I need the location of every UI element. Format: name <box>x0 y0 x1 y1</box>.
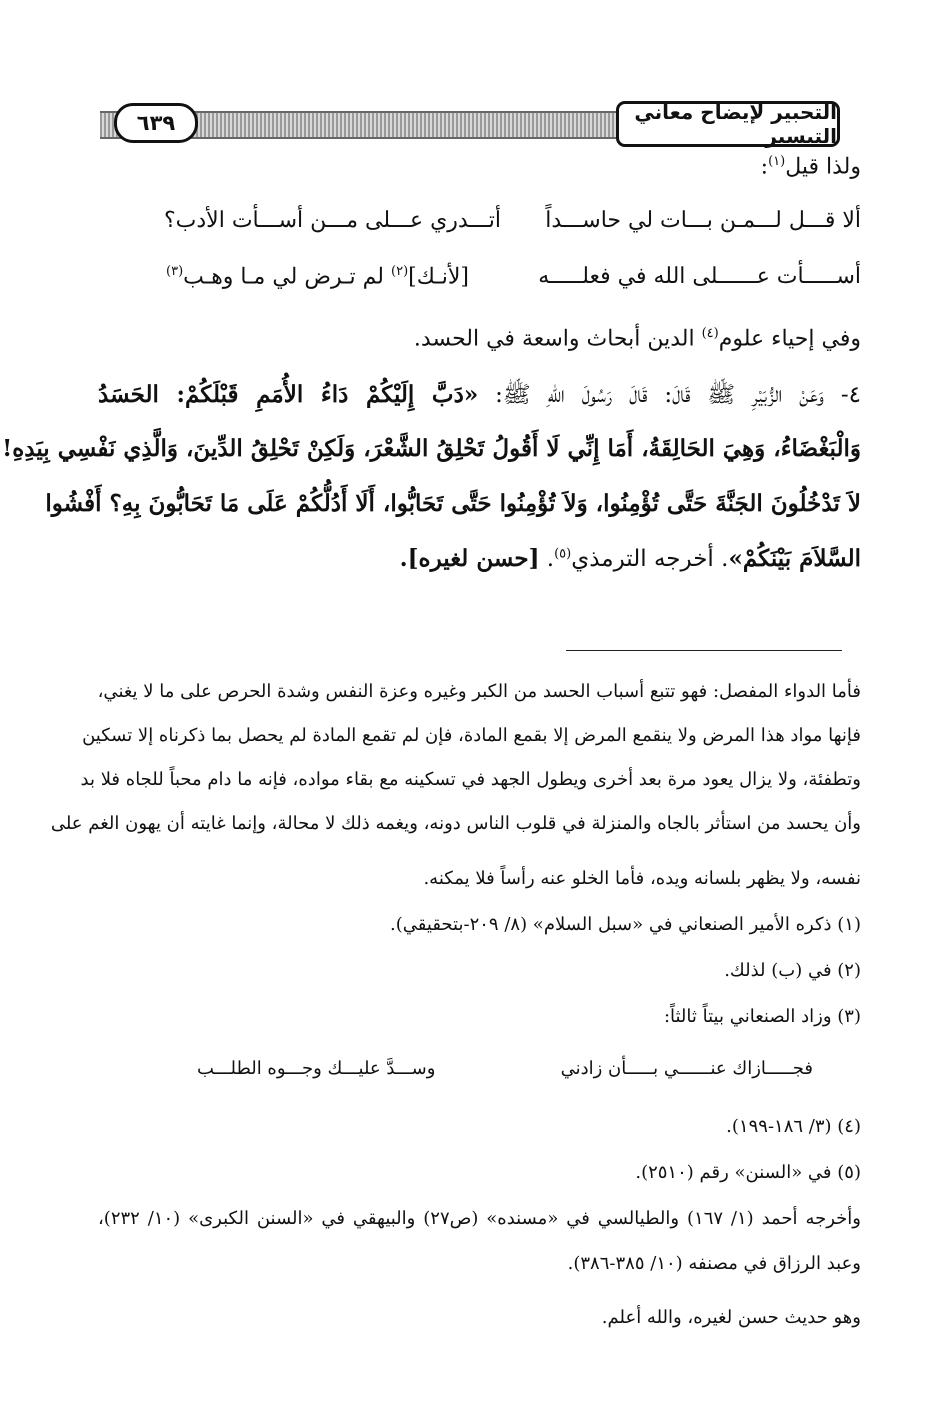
footnote-continuation-line-1: فأما الدواء المفصل: فهو تتبع أسباب الحسد من الكبر وغيره وعزة النفس وشدة الحرص على ما لا يغني، <box>97 681 861 702</box>
hadith-line-4 <box>400 545 861 572</box>
footnote-continuation-line-5: نفسه، ولا يظهر بلسانه ويده، فأما الخلو عنه رأساً فلا يمكنه. <box>423 868 861 889</box>
footnote-5-extra-line-1: وأخرجه أحمد (١/ ١٦٧) والطيالسي في «مسنده» (ص٢٧) والبيهقي في «السنن الكبرى» (١٠/ ٢٣٢)، <box>98 1208 861 1229</box>
intro-colon: : <box>760 154 769 180</box>
verse1-hemistich-right: ألا قـــل لـــمـن بـــات لي حاســـداً <box>545 208 861 233</box>
hadith-matn-end: السَّلاَمَ بَيْنَكُمْ» <box>728 545 861 572</box>
verse2-hemistich-left <box>166 264 469 289</box>
footnote-1: (١) ذكره الأمير الصنعاني في «سبل السلام» (٨/ ٢٠٩-بتحقيقي). <box>390 914 861 935</box>
hadith-line-2: وَالْبَغْضَاءُ، وَهِيَ الحَالِقَةُ، أَمَا إِنِّي لَا أَقُولُ تَحْلِقُ الشَّعْرَ، وَلَكِنْ تَحْلِقُ الدِّينَ، وَالَّذِي نَفْسِي بِيَدِهِ! <box>2 435 861 462</box>
footnote-ref-5: (٥) <box>554 546 572 562</box>
footnote-ref-1: (١) <box>768 154 786 169</box>
footnote-2: (٢) في (ب) لذلك. <box>724 960 861 981</box>
footnote-5: (٥) في «السنن» رقم (٢٥١٠). <box>635 1162 861 1183</box>
verse2-bracket-word: [لأنـك] <box>408 264 469 290</box>
hadith-grade: [حسن لغيره]. <box>399 545 540 572</box>
footnote-3: (٣) وزاد الصنعاني بيتاً ثالثاً: <box>663 1006 861 1027</box>
footnote-3-verse-left: وســـدَّ عليـــك وجـــوه الطلـــب <box>197 1058 436 1079</box>
hadith-source: . أخرجه الترمذي <box>571 546 729 572</box>
book-title: التحبير لإيضاح معاني التيسير <box>616 101 840 147</box>
footnote-5-extra-line-2: وعبد الرزاق في مصنفه (١٠/ ٣٨٥-٣٨٦). <box>567 1253 861 1274</box>
footnote-divider <box>566 650 842 651</box>
footnote-continuation-line-3: وتطفئة، ولا يزال يعود مرة بعد أخرى ويطول الجهد في تسكينه مع بقاء مواده، فإنه ما دام محباً للجاه فلا بد <box>80 769 861 790</box>
footnote-4: (٤) (٣/ ١٨٦-١٩٩). <box>726 1116 861 1137</box>
footnote-5-extra-line-3: وهو حديث حسن لغيره، والله أعلم. <box>601 1307 861 1328</box>
intro-line <box>761 154 861 179</box>
ihya-text-a: وفي إحياء علوم <box>718 326 861 352</box>
running-header <box>100 100 840 148</box>
ihya-line <box>414 326 861 351</box>
ihya-text-b: الدين أبحاث واسعة في الحسد. <box>413 326 702 352</box>
footnote-3-verse-right: فجـــــازاك عنــــــي بـــــأن زادني <box>560 1058 813 1079</box>
hadith-line-3: لاَ تَدْخُلُونَ الجَنَّةَ حَتَّى تُؤْمِنُوا، وَلاَ تُؤْمِنُوا حَتَّى تَحَابُّوا، أَلَا أَدُلُّكُمْ عَلَى مَا تَحَابُّونَ بِهِ؟ أَفْشُوا <box>45 490 861 517</box>
footnote-continuation-line-4: وأن يحسد من استأثر بالجاه والمنزلة في قلوب الناس دونه، ويغمه ذلك لا محالة، وإنما غايته أن يهون الغم على <box>50 813 861 834</box>
footnote-ref-4: (٤) <box>701 326 719 341</box>
verse2-hemistich-right: أســـــأت عــــــلى الله في فعلـــــه <box>538 264 861 289</box>
hadith-line-1 <box>98 380 861 414</box>
intro-text: ولذا قيل <box>785 154 861 180</box>
footnote-ref-2: (٢) <box>391 264 409 279</box>
page-number: ٦٣٩ <box>114 103 198 143</box>
verse1-hemistich-left: أتـــدري عـــلى مـــن أســـأت الأدب؟ <box>164 208 502 233</box>
hadith-dot: . <box>539 546 555 572</box>
hadith-matn-start: «دَبَّ إِلَيْكُمْ دَاءُ الأُمَمِ قَبْلَكُمْ: الحَسَدُ <box>98 381 479 408</box>
footnote-ref-3: (٣) <box>166 264 184 279</box>
footnote-continuation-line-2: فإنها مواد هذا المرض ولا ينقمع المرض إلا بقمع المادة، فإن لم تقمع المادة لم يحصل بما ذكرناه إلا تسكين <box>82 725 861 746</box>
hadith-isnad: ٤- وَعَنْ الزُّبَيْرِ ﷺ قَالَ: قَالَ رَسُولَ اللهِ ﷺ: <box>478 382 861 408</box>
verse2-rest: لم تـرض لي مـا وهـب <box>183 264 392 290</box>
